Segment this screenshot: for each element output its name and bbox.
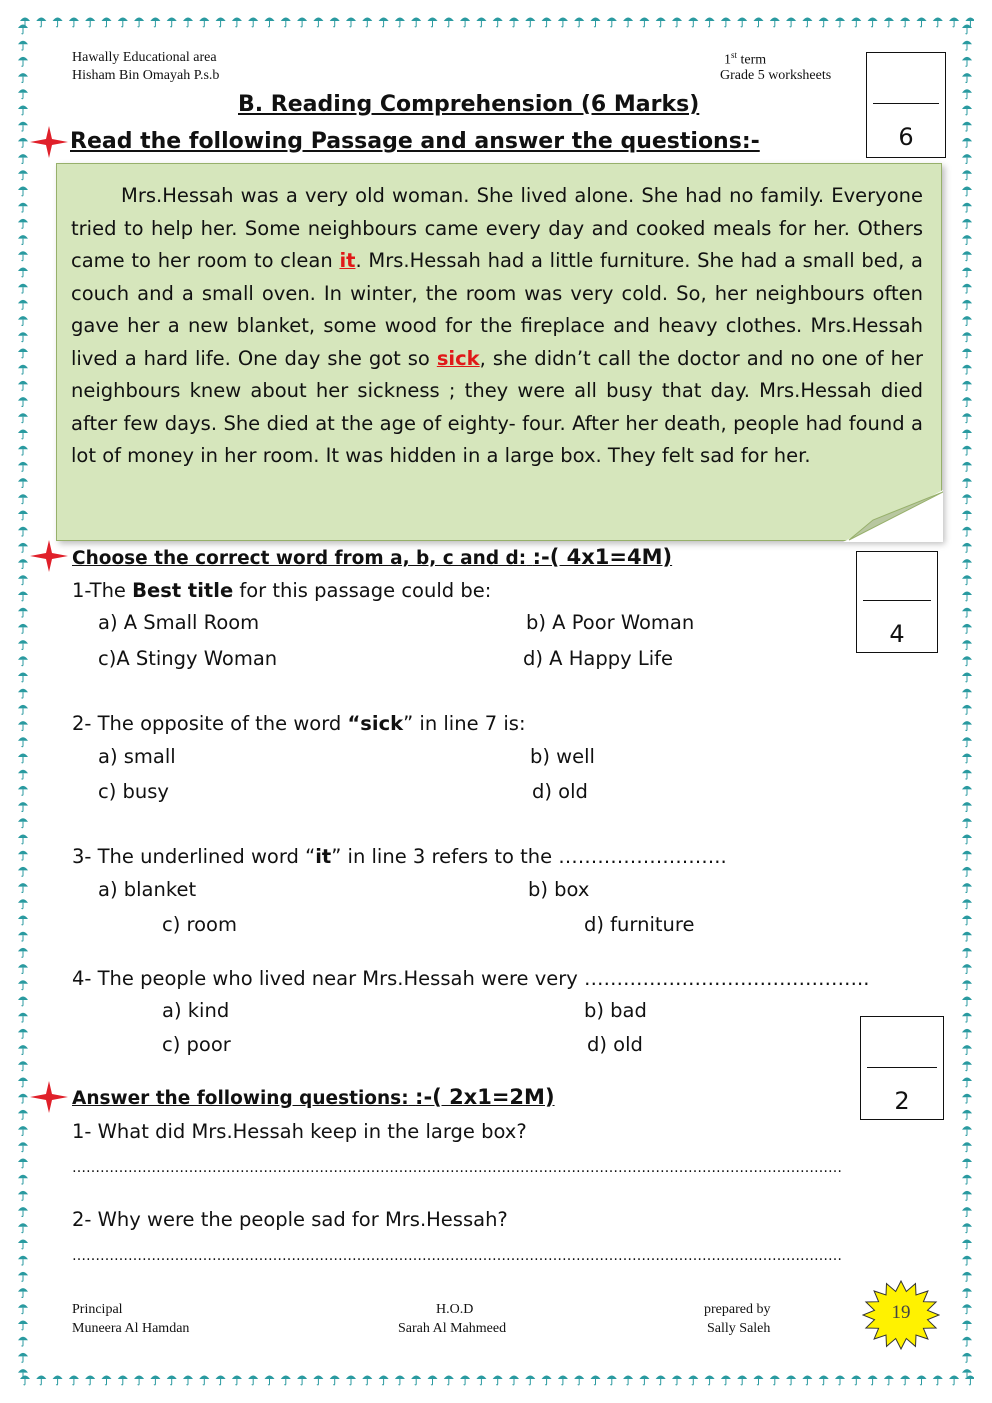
reading-passage: [56, 163, 942, 541]
term-suffix: st: [731, 50, 738, 60]
q1-option-d[interactable]: d) A Happy Life: [523, 647, 673, 670]
question-4-pre: 4- The people who lived near Mrs.Hessah were very: [72, 967, 585, 990]
q3-option-c[interactable]: c) room: [162, 913, 237, 936]
red-star-icon: [30, 126, 68, 158]
instruction-heading: Read the following Passage and answer the questions:-: [70, 129, 760, 154]
q3-option-a[interactable]: a) blanket: [98, 878, 197, 901]
passage-part-3: , she didn’t call the doctor and no one of her neighbours knew about her sickness ; they were all busy that day. Mrs.Hessah died after few days. She died at the age of eighty- four. After her death, people had found a lot of money in her room. It was hidden in a large box. They felt sad for her.: [71, 346, 924, 467]
q2-option-c[interactable]: c) busy: [98, 780, 169, 803]
prepared-title: prepared by: [704, 1302, 771, 1317]
q4-option-c[interactable]: c) poor: [162, 1033, 231, 1056]
page-title: B. Reading Comprehension (6 Marks): [238, 92, 700, 117]
school-name: Hisham Bin Omayah P.s.b: [72, 68, 220, 83]
page-border-right: [960, 14, 974, 1385]
principal-name: Muneera Al Hamdan: [72, 1321, 190, 1336]
question-1-post: for this passage could be:: [233, 579, 492, 602]
question-2-bold: “sick: [347, 712, 404, 735]
q2-option-b[interactable]: b) well: [530, 745, 595, 768]
answer-mark-box: [860, 1016, 944, 1120]
question-1: [72, 579, 491, 602]
q3-option-b[interactable]: b) box: [528, 878, 590, 901]
q1-option-c[interactable]: c)A Stingy Woman: [98, 647, 278, 670]
hod-title: H.O.D: [436, 1302, 474, 1317]
question-3: [72, 845, 727, 868]
passage-text: [71, 180, 923, 473]
question-1-bold: Best title: [132, 579, 234, 602]
passage-part-1: Mrs.Hessah was a very old woman. She lived alone. She had no family. Everyone tried to help her. Some neighbours came every day and cooked meals for her. Others came to her room to clean: [71, 184, 923, 272]
red-star-icon: [30, 540, 68, 572]
choose-marks: :-( 4x1=4M): [532, 545, 673, 569]
red-star-icon: [30, 1081, 68, 1113]
answer-line-2[interactable]: …………………………………………………………………………………………………………………………………………………: [72, 1248, 842, 1264]
page-border-top: [18, 14, 974, 28]
term-label: [724, 50, 766, 69]
question-1-pre: 1-The: [72, 579, 133, 602]
choose-heading-text: Choose the correct word from a, b, c and d:: [72, 548, 527, 569]
answer-question-2: 2- Why were the people sad for Mrs.Hessah?: [72, 1208, 508, 1231]
q1-option-b[interactable]: b) A Poor Woman: [526, 611, 695, 634]
choose-mark-value: 4: [889, 620, 905, 648]
page-curl-icon: [843, 490, 943, 542]
page-border-bottom: [18, 1372, 974, 1386]
answer-marks: :-( 2x1=2M): [415, 1085, 555, 1109]
passage-part-2: . Mrs.Hessah had a little furniture. She had a small bed, a couch and a small oven. In winter, the room was very cold. So, her neighbours often gave her a new blanket, some wood for the fireplace and heavy clothes. Mrs.Hessah lived a hard life. One day she got so: [71, 249, 923, 370]
choose-heading: [72, 545, 672, 569]
answer-heading: [72, 1085, 555, 1109]
question-2: [72, 712, 526, 735]
question-4-post: ……………………………………..: [584, 967, 870, 990]
q3-option-d[interactable]: d) furniture: [584, 913, 695, 936]
question-3-post: ” in line 3 refers to the ……………………..: [331, 845, 727, 868]
page-number: 19: [891, 1302, 911, 1323]
prepared-name: Sally Saleh: [707, 1321, 771, 1336]
answer-question-1: 1- What did Mrs.Hessah keep in the large box?: [72, 1120, 527, 1143]
answer-heading-text: Answer the following questions:: [72, 1088, 409, 1109]
highlight-word-sick: sick: [436, 346, 480, 370]
q2-option-a[interactable]: a) small: [98, 745, 176, 768]
q1-option-a[interactable]: a) A Small Room: [98, 611, 260, 634]
question-4: [72, 967, 869, 990]
question-2-post: ” in line 7 is:: [403, 712, 526, 735]
term-word: term: [740, 52, 767, 68]
page-border-left: [16, 14, 30, 1385]
total-mark-value: 6: [898, 123, 914, 151]
highlight-word-it: it: [339, 249, 356, 272]
grade-label: Grade 5 worksheets: [720, 68, 832, 83]
question-3-pre: 3- The underlined word “: [72, 845, 316, 868]
principal-title: Principal: [72, 1302, 123, 1317]
hod-name: Sarah Al Mahmeed: [398, 1321, 507, 1336]
answer-line-1[interactable]: …………………………………………………………………………………………………………………………………………………: [72, 1160, 842, 1176]
term-number: 1: [724, 52, 731, 68]
total-mark-box: [866, 52, 946, 158]
question-3-bold: it: [315, 845, 332, 868]
choose-mark-box: [856, 551, 938, 653]
question-2-pre: 2- The opposite of the word: [72, 712, 348, 735]
q4-option-d[interactable]: d) old: [587, 1033, 643, 1056]
q4-option-a[interactable]: a) kind: [162, 999, 230, 1022]
answer-mark-value: 2: [894, 1087, 910, 1115]
school-area: Hawally Educational area: [72, 50, 217, 65]
q2-option-d[interactable]: d) old: [532, 780, 588, 803]
q4-option-b[interactable]: b) bad: [584, 999, 647, 1022]
